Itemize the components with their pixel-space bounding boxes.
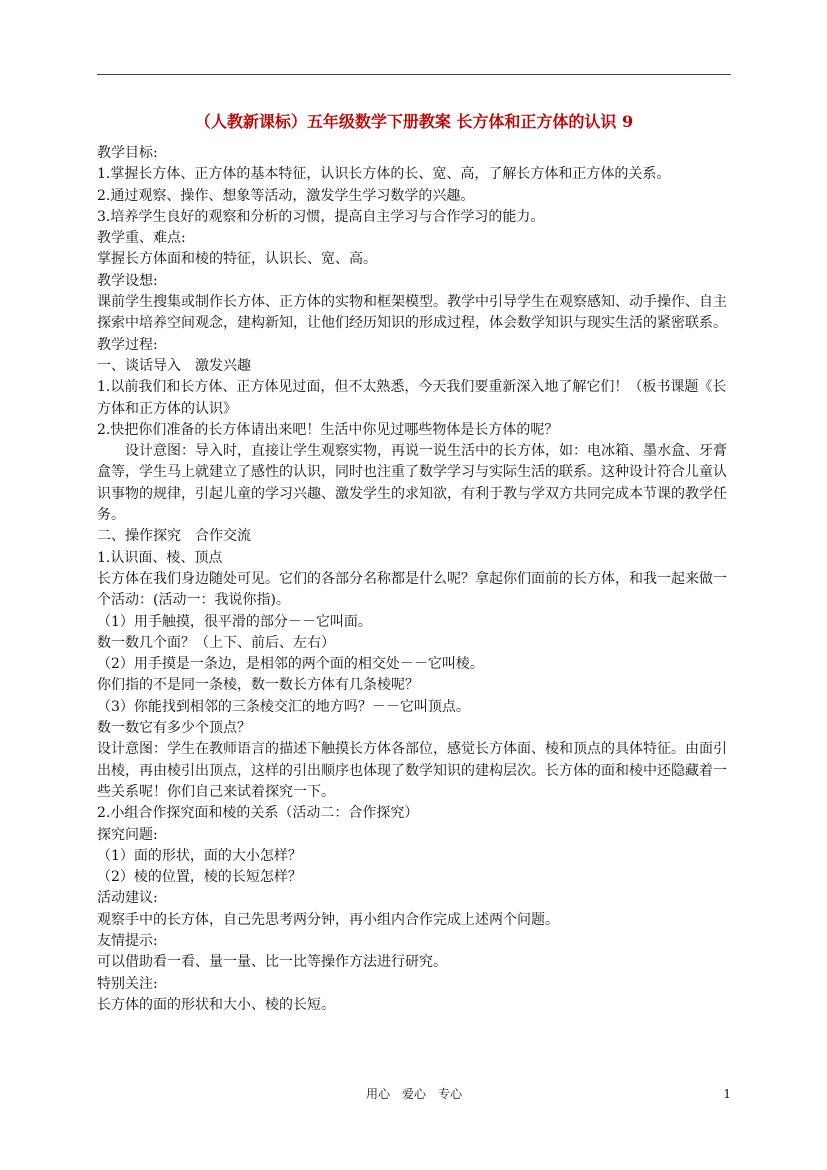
body-paragraph: （3）你能找到相邻的三条棱交汇的地方吗？－－它叫顶点。 xyxy=(97,698,470,715)
footer-motto: 用心 爱心 专心 xyxy=(365,1087,462,1101)
body-paragraph: 1.认识面、棱、顶点 xyxy=(97,549,223,566)
body-paragraph: 一、谈话导入 激发兴趣 xyxy=(97,357,251,374)
body-paragraph: 二、操作探究 合作交流 xyxy=(97,528,251,545)
body-paragraph: 观察手中的长方体，自己先思考两分钟，再小组内合作完成上述两个问题。 xyxy=(97,911,559,928)
header-rule xyxy=(97,74,731,75)
body-paragraph: 3.培养学生良好的观察和分析的习惯，提高自主学习与合作学习的能力。 xyxy=(97,208,545,225)
body-paragraph: 教学过程: xyxy=(97,336,158,353)
body-paragraph: 设计意图：导入时，直接让学生观察实物，再说一说生活中的长方体，如：电冰箱、墨水盒、牙膏盒等，学生马上就建立了感性的认识，同时也注重了数学学习与实际生活的联系。这种设计符合儿童认识事物的规律，引起儿童的学习兴趣、激发学生的求知欲，有利于教与学双方共同完成本节课的教学任务。 xyxy=(97,443,727,524)
body-paragraph: 长方体在我们身边随处可见。它们的各部分名称都是什么呢？拿起你们面前的长方体，和我一起来做一个活动：(活动一：我说你指)。 xyxy=(97,570,727,609)
page-number: 1 xyxy=(723,1087,731,1101)
body-paragraph: 教学设想: xyxy=(97,272,158,289)
body-paragraph: 活动建议: xyxy=(97,890,158,907)
body-paragraph: 教学重、难点: xyxy=(97,230,186,247)
body-paragraph: 探究问题: xyxy=(97,826,158,843)
body-paragraph: 数一数它有多少个顶点？ xyxy=(97,720,251,737)
body-paragraph: 2.小组合作探究面和棱的关系（活动二：合作探究） xyxy=(97,805,419,822)
body-paragraph: 友情提示: xyxy=(97,932,158,949)
body-paragraph: 你们指的不是同一条棱，数一数长方体有几条棱呢？ xyxy=(97,677,419,694)
body-paragraph: 1.以前我们和长方体、正方体见过面，但不太熟悉，今天我们要重新深入地了解它们！（板书课题《长方体和正方体的认识》 xyxy=(97,379,727,417)
body-paragraph: （2）棱的位置，棱的长短怎样？ xyxy=(97,869,302,886)
body-paragraph: 课前学生搜集或制作长方体、正方体的实物和框架模型。教学中引导学生在观察感知、动手操作、自主探索中培养空间观念，建构新知，让他们经历知识的形成过程，体会数学知识与现实生活的紧密联系。 xyxy=(97,294,727,332)
body-paragraph: 2.通过观察、操作、想象等活动，激发学生学习数学的兴趣。 xyxy=(97,187,475,204)
document-title: （人教新课标）五年级数学下册教案 长方体和正方体的认识 9 xyxy=(194,112,634,131)
body-paragraph: （1）用手触摸，很平滑的部分－－它叫面。 xyxy=(97,613,372,630)
body-paragraph: 长方体的面的形状和大小、棱的长短。 xyxy=(97,996,335,1013)
body-paragraph: 2.快把你们准备的长方体请出来吧！生活中你见过哪些物体是长方体的呢？ xyxy=(97,421,559,438)
body-paragraph: （1）面的形状，面的大小怎样？ xyxy=(97,847,302,864)
body-paragraph: （2）用手摸是一条边，是相邻的两个面的相交处－－它叫棱。 xyxy=(97,656,484,673)
body-paragraph: 掌握长方体面和棱的特征，认识长、宽、高。 xyxy=(97,251,377,268)
body-paragraph: 设计意图：学生在教师语言的描述下触摸长方体各部位，感觉长方体面、棱和顶点的具体特征。由面引出棱，再由棱引出顶点，这样的引出顺序也体现了数学知识的建构层次。长方体的面和棱中还隐藏着一些关系呢！你们自己来试着探究一下。 xyxy=(97,741,727,800)
body-paragraph: 可以借助看一看、量一量、比一比等操作方法进行研究。 xyxy=(97,954,447,971)
body-paragraph: 数一数几个面？（上下、前后、左右） xyxy=(97,634,335,651)
body-paragraph: 特别关注: xyxy=(97,975,158,992)
body-paragraph: 教学目标: xyxy=(97,145,158,161)
body-paragraph: 1.掌握长方体、正方体的基本特征，认识长方体的长、宽、高，了解长方体和正方体的关系。 xyxy=(97,166,671,183)
document-body xyxy=(97,143,731,1016)
